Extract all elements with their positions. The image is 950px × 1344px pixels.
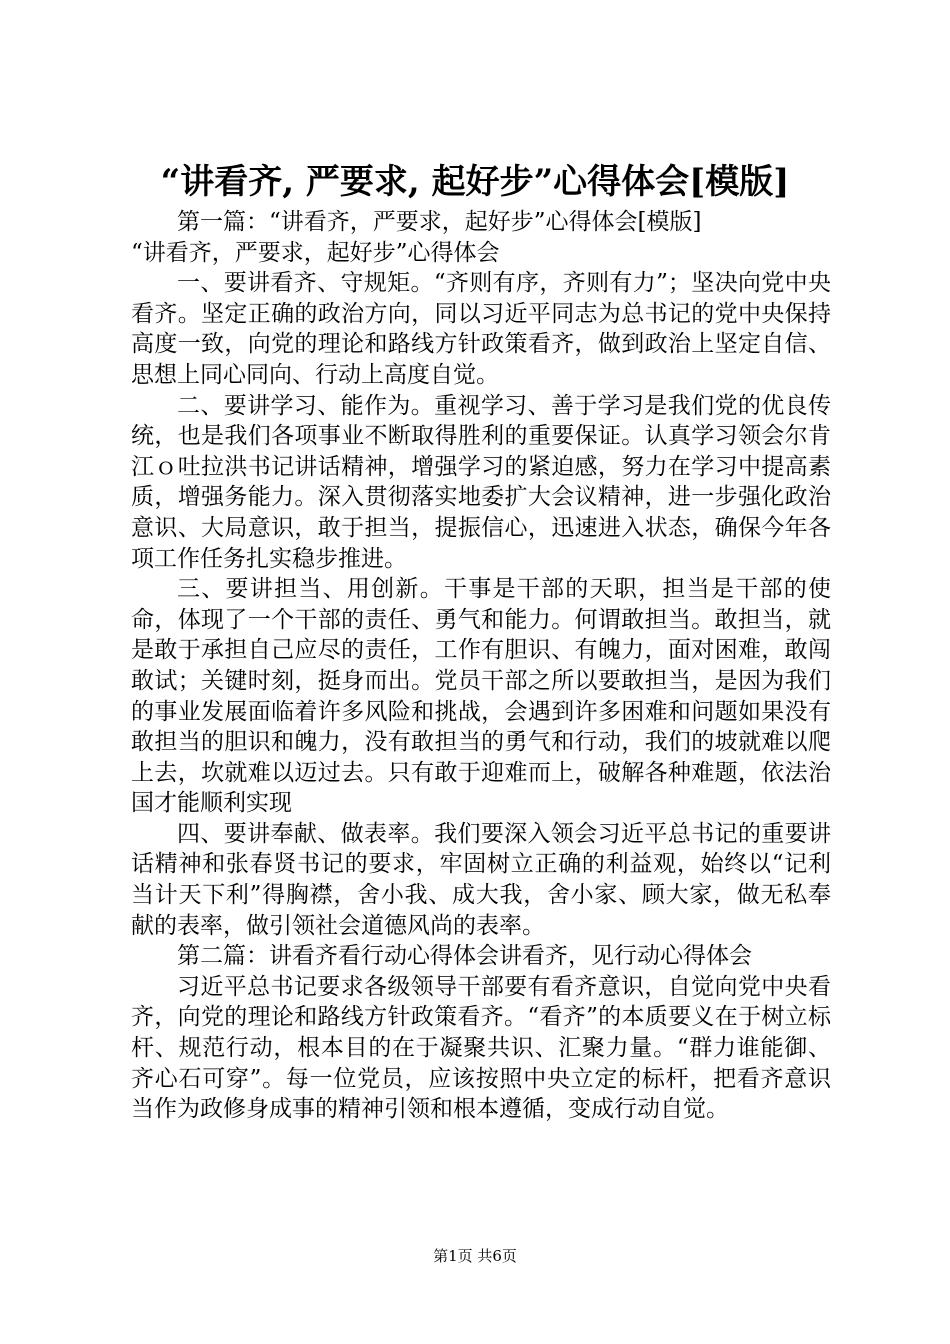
paragraph-part2-body: 习近平总书记要求各级领导干部要有看齐意识，自觉向党中央看齐，向党的理论和路线方针政策看齐。“看齐”的本质要义在于树立标杆、规范行动，根本目的在于凝聚共识、汇聚力量。“群力谁能御、齐心石可穿”。每一位党员，应该按照中央立定的标杆，把看齐意识当作为政修身成事的精神引领和根本遵循，变成行动自觉。: [131, 973, 831, 1123]
paragraph-part2-heading: 第二篇：讲看齐看行动心得体会讲看齐，见行动心得体会: [177, 943, 752, 970]
paragraph-section-1: 一、要讲看齐、守规矩。“齐则有序，齐则有力”；坚决向党中央看齐。坚定正确的政治方向，同以习近平同志为总书记的党中央保持高度一致，向党的理论和路线方针政策看齐，做到政治上坚定自信、思想上同心同向、行动上高度自觉。: [131, 270, 831, 388]
paragraph-subtitle: “讲看齐，严要求，起好步”心得体会: [131, 239, 500, 266]
page-number-footer: 第1页 共6页: [433, 1247, 517, 1265]
paragraph-section-4: 四、要讲奉献、做表率。我们要深入领会习近平总书记的重要讲话精神和张春贤书记的要求，牢固树立正确的利益观，始终以“记利当计天下利”得胸襟，舍小我、成大我，舍小家、顾大家，做无私奉献的表率，做引领社会道德风尚的表率。: [131, 820, 831, 939]
document-title: “讲看齐, 严要求, 起好步”心得体会[模版]: [160, 162, 790, 202]
paragraph-section-2: 二、要讲学习、能作为。重视学习、善于学习是我们党的优良传统，也是我们各项事业不断取得胜利的重要保证。认真学习领会尔肯江ｏ吐拉洪书记讲话精神，增强学习的紧迫感，努力在学习中提高素质，增强务能力。深入贯彻落实地委扩大会议精神，进一步强化政治意识、大局意识，敢于担当，提振信心，迅速进入状态，确保今年各项工作任务扎实稳步推进。: [131, 392, 831, 572]
paragraph-part1-heading: 第一篇：“讲看齐，严要求，起好步”心得体会[模版]: [177, 209, 702, 235]
paragraph-section-3: 三、要讲担当、用创新。干事是干部的天职，担当是干部的使命，体现了一个干部的责任、勇气和能力。何谓敢担当。敢担当，就是敢于承担自己应尽的责任，工作有胆识、有魄力，面对困难，敢闯敢试；关键时刻，挺身而出。党员干部之所以要敢担当，是因为我们的事业发展面临着许多风险和挑战，会遇到许多困难和问题如果没有敢担当的胆识和魄力，没有敢担当的勇气和行动，我们的坡就难以爬上去，坎就难以迈过去。只有敢于迎难而上，破解各种难题，依法治国才能顺利实现: [131, 576, 831, 817]
document-body: [131, 207, 831, 1125]
